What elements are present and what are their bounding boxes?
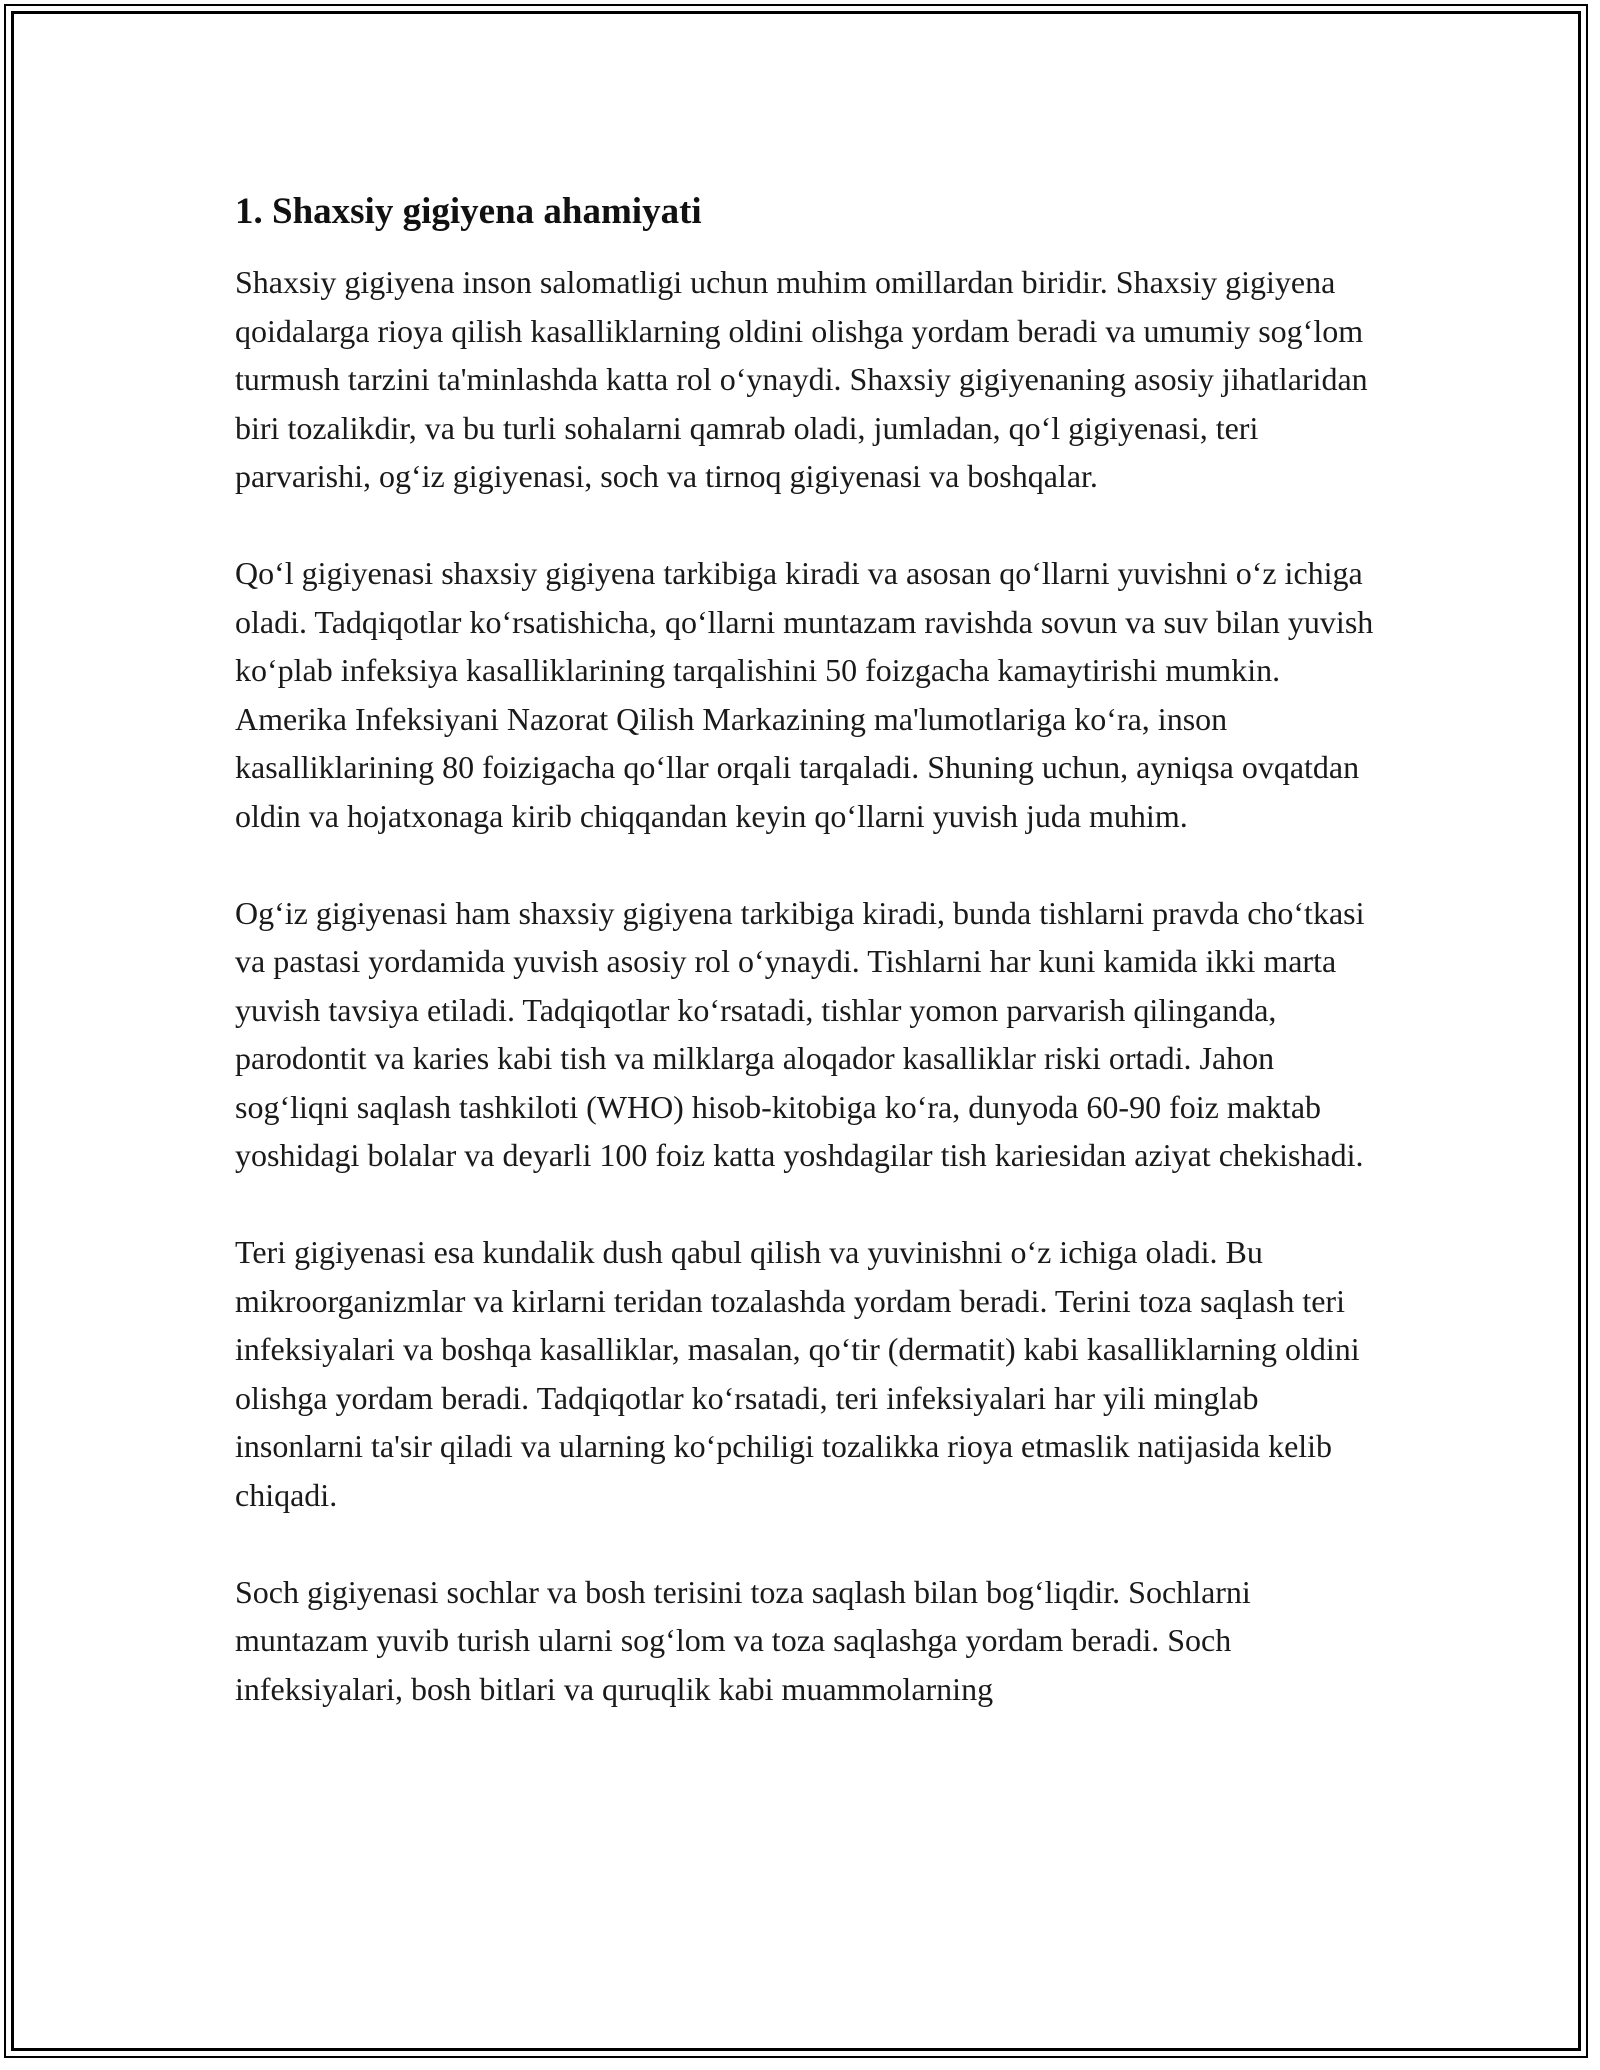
- paragraph-hair-hygiene: Soch gigiyenasi sochlar va bosh terisini toza saqlash bilan bog‘liqdir. Sochlarni muntazam yuvib turish ularni sog‘lom va toza saqlashga yordam beradi. Soch infeksiyalari, bosh bitlari va quruqlik kabi muammolarning: [235, 1573, 1251, 1707]
- paragraph-intro: Shaxsiy gigiyena inson salomatligi uchun muhim omillardan biridir. Shaxsiy gigiyena qoidalarga rioya qilish kasalliklarning oldini olishga yordam beradi va umumiy sog‘lom turmush tarzini ta'minlashda katta rol o‘ynaydi. Shaxsiy gigiyenaning asosiy jihatlaridan biri tozalikdir, va bu turli sohalarni qamrab oladi, jumladan, qo‘l gigiyenasi, teri parvarishi, og‘iz gigiyenasi, soch va tirnoq gigiyenasi va boshqalar.: [235, 264, 1368, 494]
- document-body: [235, 188, 1375, 1762]
- paragraph-skin-hygiene: Teri gigiyenasi esa kundalik dush qabul qilish va yuvinishni o‘z ichiga oladi. Bu mikroorganizmlar va kirlarni teridan tozalashda yordam beradi. Terini toza saqlash teri infeksiyalari va boshqa kasalliklar, masalan, qo‘tir (dermatit) kabi kasalliklarning oldini olishga yordam beradi. Tadqiqotlar ko‘rsatadi, teri infeksiyalari har yili minglab insonlarni ta'sir qiladi va ularning ko‘pchiligi tozalikka rioya etmaslik natijasida kelib chiqadi.: [235, 1234, 1360, 1513]
- section-heading: 1. Shaxsiy gigiyena ahamiyati: [235, 191, 702, 232]
- paragraph-hand-hygiene: Qo‘l gigiyenasi shaxsiy gigiyena tarkibiga kiradi va asosan qo‘llarni yuvishni o‘z ichiga oladi. Tadqiqotlar ko‘rsatishicha, qo‘llarni muntazam ravishda sovun va suv bilan yuvish ko‘plab infeksiya kasalliklarining tarqalishini 50 foizgacha kamaytirishi mumkin. Amerika Infeksiyani Nazorat Qilish Markazining ma'lumotlariga ko‘ra, inson kasalliklarining 80 foizigacha qo‘llar orqali tarqaladi. Shuning uchun, ayniqsa ovqatdan oldin va hojatxonaga kirib chiqqandan keyin qo‘llarni yuvish juda muhim.: [235, 555, 1374, 834]
- paragraph-oral-hygiene: Og‘iz gigiyenasi ham shaxsiy gigiyena tarkibiga kiradi, bunda tishlarni pravda cho‘tkasi va pastasi yordamida yuvish asosiy rol o‘ynaydi. Tishlarni har kuni kamida ikki marta yuvish tavsiya etiladi. Tadqiqotlar ko‘rsatadi, tishlar yomon parvarish qilinganda, parodontit va karies kabi tish va milklarga aloqador kasalliklar riski ortadi. Jahon sog‘liqni saqlash tashkiloti (WHO) hisob-kitobiga ko‘ra, dunyoda 60-90 foiz maktab yoshidagi bolalar va deyarli 100 foiz katta yoshdagilar tish kariesidan aziyat chekishadi.: [235, 894, 1365, 1173]
